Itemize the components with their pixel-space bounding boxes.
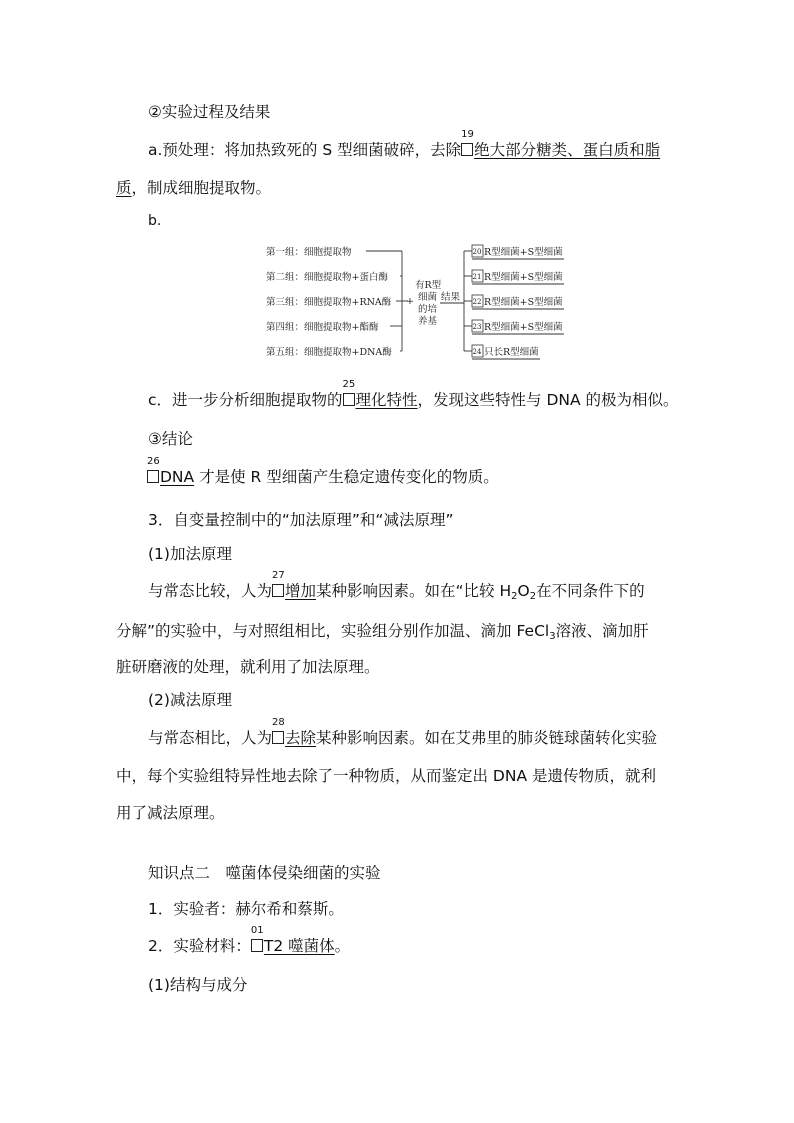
experiment-diagram [262,240,572,366]
text-segment: 在不同条件下的 [536,582,645,600]
answer-box [342,379,356,406]
text-segment: 溶液、滴加肝 [555,622,649,640]
answer-number: 27 [272,570,285,581]
answer-number: 19 [461,129,474,140]
section-heading-process: ②实验过程及结果 [148,103,271,121]
result-text: R型细菌+S型细菌 [484,272,563,283]
group-label: 第二组：细胞提取物+蛋白酶 [266,272,388,283]
text-segment: 与常态比较，人为 [148,582,273,600]
addition-heading: (1)加法原理 [148,545,232,563]
text-segment: 与常态相比，人为 [148,729,273,747]
answer-number: 26 [147,456,160,467]
text-segment: 2．实验材料： [148,937,251,955]
answer-box [147,456,160,483]
section-heading-conclusion: ③结论 [148,430,193,448]
paragraph-a-suffix: ，制成细胞提取物。 [131,179,272,197]
answer-text: 去除 [285,729,317,747]
paragraph-c-suffix: ，发现这些特性与 DNA 的极为相似。 [417,391,679,409]
k2-item-1: 1．实验者：赫尔希和蔡斯。 [148,900,344,918]
result-text: R型细菌+S型细菌 [484,322,563,333]
result-label: 结果 [441,292,461,303]
k2-item-3: (1)结构与成分 [148,976,248,994]
result-number: 22 [472,298,482,306]
addition-paragraph-line1 [148,570,645,602]
medium-label: 养基 [418,316,438,327]
answer-box [461,129,474,156]
text-segment: 。 [334,937,351,955]
group-label: 第五组：细胞提取物+DNA酶 [266,347,392,358]
conclusion-paragraph [147,456,499,488]
knowledge-point-2-title: 知识点二 噬菌体侵染细菌的实验 [148,864,381,882]
conclusion-suffix: 才是使 R 型细菌产生稳定遗传变化的物质。 [199,468,499,486]
result-number: 24 [472,348,482,356]
result-number: 23 [472,323,482,331]
subtraction-paragraph-line1 [148,717,658,749]
text-segment: 分解”的实验中，与对照组相比，实验组分别作加温、滴加 FeCl [116,622,550,640]
medium-label: 有R型 [415,280,442,291]
answer-text: 增加 [285,582,317,600]
subtraction-paragraph-line3: 用了减法原理。 [116,804,225,822]
result-row [472,345,540,359]
item-3-title: 3．自变量控制中的“加法原理”和“减法原理” [148,511,454,529]
answer-box [272,717,285,744]
subscript: 2 [529,591,537,602]
paragraph-a-prefix: a.预处理：将加热致死的 S 型细菌破碎，去除 [148,141,462,159]
medium-label: 细菌 [418,292,438,303]
answer-box [250,925,264,952]
result-text: 只长R型细菌 [484,347,539,358]
paragraph-a-line1 [148,129,661,161]
paragraph-c-prefix: c．进一步分析细胞提取物的 [148,391,343,409]
paragraph-b-label: b. [148,213,162,229]
answer-number: 01 [250,925,264,936]
k2-item-2 [148,925,351,957]
group-label: 第三组：细胞提取物+RNA酶 [266,297,392,308]
answer-text: DNA [160,468,195,486]
subscript: 3 [549,631,556,642]
result-number: 21 [472,273,482,281]
answer-text: 理化特性 [355,391,418,409]
result-row [472,270,564,284]
text-segment: 某种影响因素。如在“比较 H [316,582,512,600]
text-segment: 某种影响因素。如在艾弗里的肺炎链球菌转化实验 [316,729,658,747]
answer-text: T2 噬菌体 [263,937,335,955]
answer-number: 28 [272,717,285,728]
result-row [472,320,564,334]
addition-paragraph-line2 [116,620,649,642]
subtraction-paragraph-line2: 中，每个实验组特异性地去除了一种物质，从而鉴定出 DNA 是遗传物质，就利 [116,767,656,785]
answer-text: 绝大部分糖类、蛋白质和脂 [474,141,661,159]
addition-paragraph-line3: 脏研磨液的处理，就利用了加法原理。 [116,658,380,676]
result-row [472,245,564,259]
answer-text-cont: 质 [116,179,132,197]
paragraph-a-line2 [116,177,271,199]
answer-box [272,570,285,597]
medium-label: 的培 [418,304,438,315]
result-text: R型细菌+S型细菌 [484,247,563,258]
text-segment: O [517,582,530,600]
subscript: 2 [511,591,518,602]
result-row [472,295,564,309]
subtraction-heading: (2)减法原理 [148,691,232,709]
plus-sign: + [406,296,414,307]
result-text: R型细菌+S型细菌 [484,297,563,308]
result-number: 20 [472,248,482,256]
group-label: 第四组：细胞提取物+酯酶 [266,322,379,333]
paragraph-c [148,379,679,411]
group-label: 第一组：细胞提取物 [266,247,352,258]
answer-number: 25 [342,379,356,390]
